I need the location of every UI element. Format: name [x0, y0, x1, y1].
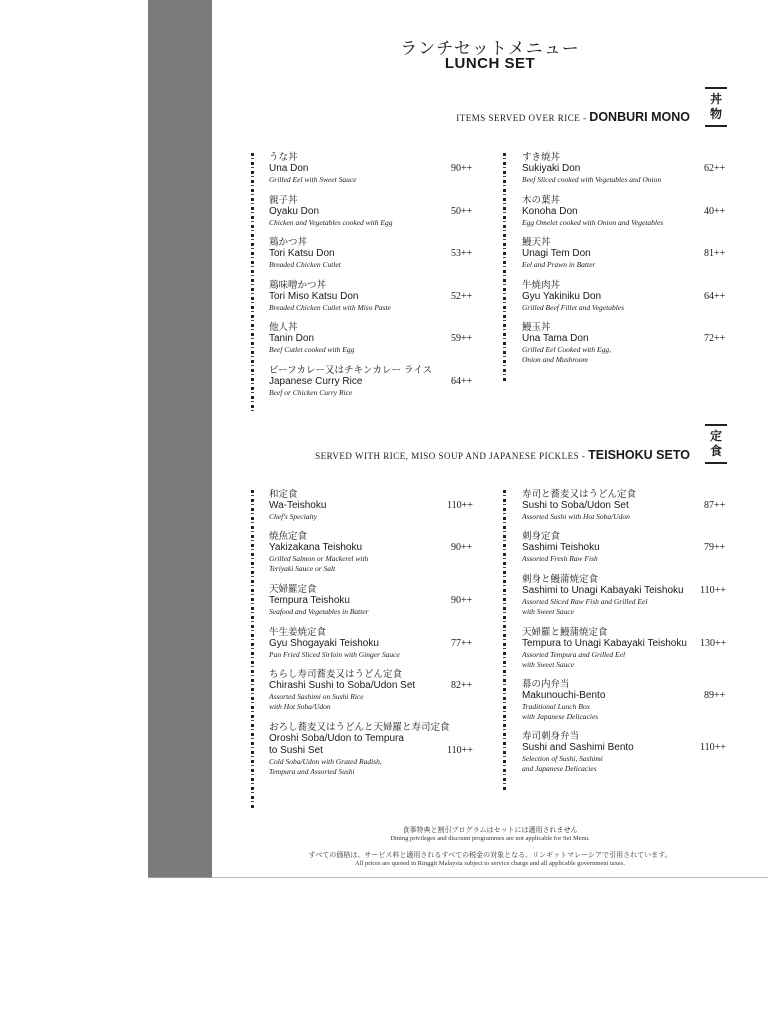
- menu-item: [269, 237, 479, 270]
- menu-item: [522, 679, 697, 722]
- item-name: Gyu Shogayaki Teishoku: [269, 638, 379, 649]
- item-price: 79++: [704, 542, 726, 553]
- item-name: Chirashi Sushi to Soba/Udon Set: [269, 680, 416, 691]
- item-description: Assorted Sashimi on Sushi Rice: [269, 692, 364, 701]
- column-rule: [251, 490, 254, 810]
- item-name: Oyaku Don: [269, 206, 320, 217]
- item-name-japanese: 天婦羅定食: [269, 584, 317, 595]
- menu-item: [269, 669, 479, 712]
- menu-item: [269, 627, 479, 660]
- item-description: Breaded Chicken Cutlet with Miso Paste: [269, 303, 391, 312]
- item-name-japanese: 鰻玉丼: [522, 322, 551, 333]
- item-name-japanese: 木の葉丼: [522, 195, 561, 206]
- menu-item: [269, 280, 479, 313]
- section-header-teishoku: [315, 446, 690, 464]
- item-name-japanese: 寿司と蕎麦又はうどん定食: [522, 489, 637, 500]
- item-description: with Japanese Delicacies: [522, 712, 599, 721]
- teishoku-kanji-seal: [705, 424, 727, 464]
- section-subtitle: SERVED WITH RICE, MISO SOUP AND JAPANESE PICKLES -: [315, 451, 589, 461]
- item-name: Tanin Don: [269, 333, 315, 344]
- footer-line-en: Dining privileges and discount programmes are not applicable for Set Menu.: [390, 835, 590, 842]
- menu-item: [522, 280, 732, 313]
- item-description: Chef's Specialty: [269, 512, 318, 521]
- item-name-japanese: おろし蕎麦又はうどんと天婦羅と寿司定食: [269, 722, 450, 733]
- item-description: Beef Cutlet cooked with Egg: [269, 345, 355, 354]
- footer-line-jp: 食事特典と割引プログラムはセットには適用されません: [402, 826, 578, 834]
- item-name-japanese: 刺身と鰻蒲焼定食: [522, 574, 599, 585]
- menu-item: [522, 627, 697, 670]
- item-description: Assorted Tempura and Grilled Eel: [522, 650, 626, 659]
- item-description: Beef Sliced cooked with Vegetables and Onion: [522, 175, 662, 184]
- menu-item: [522, 531, 697, 564]
- menu-item: [269, 365, 479, 398]
- menu-item: [522, 489, 697, 522]
- item-name-japanese: うな丼: [269, 152, 298, 163]
- section-name: TEISHOKU SETO: [588, 448, 690, 462]
- item-price: 77++: [451, 638, 473, 649]
- item-name-japanese: 親子丼: [269, 195, 298, 206]
- item-name-japanese: 牛焼肉丼: [522, 280, 561, 291]
- menu-item: [522, 195, 732, 228]
- item-price: 59++: [451, 333, 473, 344]
- menu-item: [269, 584, 479, 617]
- item-name-japanese: 牛生姜焼定食: [269, 627, 327, 638]
- item-description: and Japanese Delicacies: [522, 764, 597, 773]
- item-price: 87++: [704, 500, 726, 511]
- seal-char: 物: [709, 107, 722, 121]
- menu-title: LUNCH SET: [444, 55, 536, 72]
- item-name-continued: to Sushi Set: [269, 745, 323, 756]
- item-name-japanese: 和定食: [269, 489, 298, 500]
- item-name: Gyu Yakiniku Don: [522, 291, 602, 302]
- item-name-japanese: 他人丼: [269, 322, 298, 333]
- item-price: 130++: [700, 638, 727, 649]
- item-name: Tori Miso Katsu Don: [269, 291, 359, 302]
- item-description: Cold Soba/Udon with Grated Radish,: [269, 757, 382, 766]
- column-rule: [503, 490, 506, 790]
- item-price: 89++: [704, 690, 726, 701]
- seal-char: 丼: [709, 92, 722, 106]
- item-name: Sashimi Teishoku: [522, 542, 600, 553]
- item-price: 90++: [451, 163, 473, 174]
- footer-notice: [212, 826, 768, 843]
- item-description: Chicken and Vegetables cooked with Egg: [269, 218, 393, 227]
- item-name: Unagi Tem Don: [522, 248, 591, 259]
- item-description: Grilled Beef Fillet and Vegetables: [522, 303, 625, 312]
- item-name: Konoha Don: [522, 206, 578, 217]
- item-name: Sashimi to Unagi Kabayaki Teishoku: [522, 585, 684, 596]
- item-name: Oroshi Soba/Udon to Tempura: [269, 733, 404, 744]
- item-description: Selection of Sushi, Sashimi: [522, 754, 603, 763]
- item-price: 110++: [700, 742, 726, 753]
- menu-item: [522, 237, 732, 270]
- item-name: Wa-Teishoku: [269, 500, 327, 511]
- item-name-japanese: ビーフカレー又はチキンカレー ライス: [269, 365, 433, 376]
- item-price: 110++: [447, 745, 473, 756]
- column-rule: [251, 153, 254, 413]
- item-name: Tempura Teishoku: [269, 595, 350, 606]
- item-name-japanese: 鶏味噌かつ丼: [269, 280, 327, 291]
- page-bottom-edge: [212, 877, 768, 878]
- item-description: Assorted Sliced Raw Fish and Grilled Eel: [522, 597, 648, 606]
- menu-item: [269, 322, 479, 355]
- menu-item: [522, 731, 697, 774]
- section-header-donburi: [456, 108, 690, 126]
- item-name-japanese: 幕の内弁当: [522, 679, 570, 690]
- menu-item: [269, 152, 479, 185]
- item-description: Assorted Fresh Raw Fish: [522, 554, 598, 563]
- item-description: Traditional Lunch Box: [522, 702, 590, 711]
- item-name: Tempura to Unagi Kabayaki Teishoku: [522, 638, 687, 649]
- donburi-kanji-seal: [705, 87, 727, 127]
- item-price: 110++: [700, 585, 726, 596]
- item-description: Egg Omelet cooked with Onion and Vegetables: [522, 218, 664, 227]
- footer-prices-note: [212, 851, 768, 868]
- item-price: 90++: [451, 595, 473, 606]
- menu-item: [269, 195, 479, 228]
- item-price: 40++: [704, 206, 726, 217]
- item-name: Yakizakana Teishoku: [269, 542, 363, 553]
- item-description: with Sweet Sauce: [522, 607, 575, 616]
- menu-item: [522, 152, 732, 185]
- item-name-japanese: 鰻天丼: [522, 237, 551, 248]
- item-name-japanese: すき焼丼: [522, 152, 561, 163]
- item-price: 72++: [704, 333, 726, 344]
- menu-item: [522, 322, 732, 365]
- item-description: Grilled Salmon or Mackerel with: [269, 554, 369, 563]
- item-description: Tempura and Assorted Sushi: [269, 767, 355, 776]
- item-name: Sukiyaki Don: [522, 163, 581, 174]
- menu-item: [269, 531, 479, 574]
- item-description: with Hot Soba/Udon: [269, 702, 331, 711]
- item-description: Seafood and Vegetables in Batter: [269, 607, 369, 616]
- page-sidebar-band: [148, 0, 212, 878]
- item-description: Teriyaki Sauce or Salt: [269, 564, 336, 573]
- item-name: Sushi and Sashimi Bento: [522, 742, 634, 753]
- item-price: 62++: [704, 163, 726, 174]
- seal-char: 食: [709, 444, 722, 458]
- item-name-japanese: 刺身定食: [522, 531, 561, 542]
- item-name: Sushi to Soba/Udon Set: [522, 500, 629, 511]
- seal-char: 定: [709, 429, 722, 443]
- item-description: Assorted Sushi with Hot Soba/Udon: [522, 512, 630, 521]
- item-price: 81++: [704, 248, 726, 259]
- item-description: with Sweet Sauce: [522, 660, 575, 669]
- item-name: Una Tama Don: [522, 333, 589, 344]
- item-description: Grilled Eel Cooked with Egg,: [522, 345, 611, 354]
- item-name-japanese: 焼魚定食: [269, 531, 308, 542]
- item-name-japanese: 鶏かつ丼: [269, 237, 308, 248]
- item-description: Pan Fried Sliced Sirloin with Ginger Sauce: [269, 650, 400, 659]
- footer-line-en: All prices are quoted in Ringgit Malaysia subject to service charge and all applicable government taxes.: [355, 860, 625, 867]
- item-description: Breaded Chicken Cutlet: [269, 260, 341, 269]
- section-subtitle: ITEMS SERVED OVER RICE -: [456, 113, 590, 123]
- item-name: Tori Katsu Don: [269, 248, 335, 259]
- item-price: 52++: [451, 291, 473, 302]
- item-price: 110++: [447, 500, 473, 511]
- item-description: Beef or Chicken Curry Rice: [269, 388, 353, 397]
- section-name: DONBURI MONO: [589, 110, 690, 124]
- item-description: Eel and Prawn in Batter: [522, 260, 596, 269]
- footer-line-jp: すべての価格は、サービス料と適用されるすべての税金の対象となる、リンギットマレーシアで引用されています。: [308, 851, 672, 859]
- item-name: Makunouchi-Bento: [522, 690, 606, 701]
- item-name-japanese: ちらし寿司蕎麦又はうどん定食: [269, 669, 403, 680]
- item-name: Una Don: [269, 163, 309, 174]
- item-price: 50++: [451, 206, 473, 217]
- column-rule: [503, 153, 506, 383]
- item-price: 64++: [704, 291, 726, 302]
- item-price: 82++: [451, 680, 473, 691]
- menu-item: [522, 574, 697, 617]
- item-price: 64++: [451, 376, 473, 387]
- item-name: Japanese Curry Rice: [269, 376, 363, 387]
- item-description: Grilled Eel with Sweet Sauce: [269, 175, 357, 184]
- item-name-japanese: 寿司刺身弁当: [522, 731, 580, 742]
- page-bottom-edge-left: [148, 877, 212, 878]
- item-description: Onion and Mushroom: [522, 355, 588, 364]
- item-name-japanese: 天婦羅と鰻蒲焼定食: [522, 627, 608, 638]
- item-price: 90++: [451, 542, 473, 553]
- menu-title-japanese: ランチセットメニュー: [400, 39, 580, 59]
- item-price: 53++: [451, 248, 473, 259]
